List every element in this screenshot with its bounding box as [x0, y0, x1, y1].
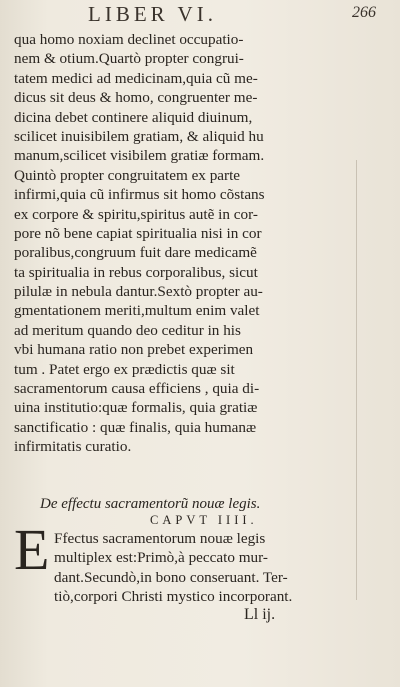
text-line: infirmi,quia cũ infirmus sit homo cõstans: [14, 186, 265, 204]
text-line: scilicet inuisibilem gratiam, & aliquid hu: [14, 127, 264, 145]
text-line: ta spiritualia in rebus corporalibus, sicut: [14, 263, 258, 281]
text-line: tum . Patet ergo ex prædictis quæ sit: [14, 360, 235, 378]
text-line: qua homo noxiam declinet occupatio-: [14, 31, 244, 48]
text-line: tiò,corpori Christi mystico incorporant.: [54, 588, 293, 606]
text-line: manum,scilicet visibilem gratiæ formam.: [14, 147, 265, 165]
chapter-text: [54, 529, 339, 607]
drop-cap-initial: E: [14, 517, 50, 582]
section-subheading: De effectu sacramentorũ nouæ legis.: [40, 496, 261, 512]
text-line: dicina debet continere aliquid diuinum,: [14, 108, 253, 126]
text-line: pore nõ bene capiat spiritualia nisi in cor: [14, 224, 262, 242]
text-line: tatem medici ad medicinam,quia cũ me-: [14, 69, 258, 87]
book-title: LIBER VI.: [88, 2, 217, 26]
text-line: dicus sit deus & homo, congruenter me-: [14, 89, 258, 107]
page-number: 266: [352, 4, 376, 21]
signature-mark: Ll ij.: [244, 606, 276, 623]
text-line: sacramentorum causa efficiens , quia di-: [14, 380, 260, 398]
text-line: sanctificatio : quæ finalis, quia humanæ: [14, 418, 257, 436]
text-line: Ffectus sacramentorum nouæ legis: [54, 530, 266, 547]
running-head: [0, 2, 400, 30]
text-line: pilulæ in nebula dantur.Sextò propter au-: [14, 283, 263, 301]
margin-rule: [356, 160, 357, 600]
text-line: dant.Secundò,in bono conseruant. Ter-: [54, 568, 288, 586]
text-line: multiplex est:Primò,à peccato mur-: [54, 549, 268, 567]
text-line: vbi humana ratio non prebet experimen: [14, 341, 254, 359]
text-line: poralibus,congruum fuit dare medicamẽ: [14, 244, 257, 262]
text-line: infirmitatis curatio.: [14, 438, 132, 456]
body-text: [14, 30, 338, 457]
text-line: ex corpore & spiritu,spiritus autẽ in cor-: [14, 205, 258, 223]
text-line: Quintò propter congruitatem ex parte: [14, 166, 241, 184]
text-line: nem & otium.Quartò propter congrui-: [14, 50, 244, 68]
text-line: ad meritum quando deo ceditur in his: [14, 321, 241, 339]
chapter-heading: CAPVT IIII.: [150, 513, 258, 527]
text-line: gmentationem meriti,multum enim valet: [14, 302, 260, 320]
text-line: uina institutio:quæ formalis, quia gratiæ: [14, 399, 258, 417]
